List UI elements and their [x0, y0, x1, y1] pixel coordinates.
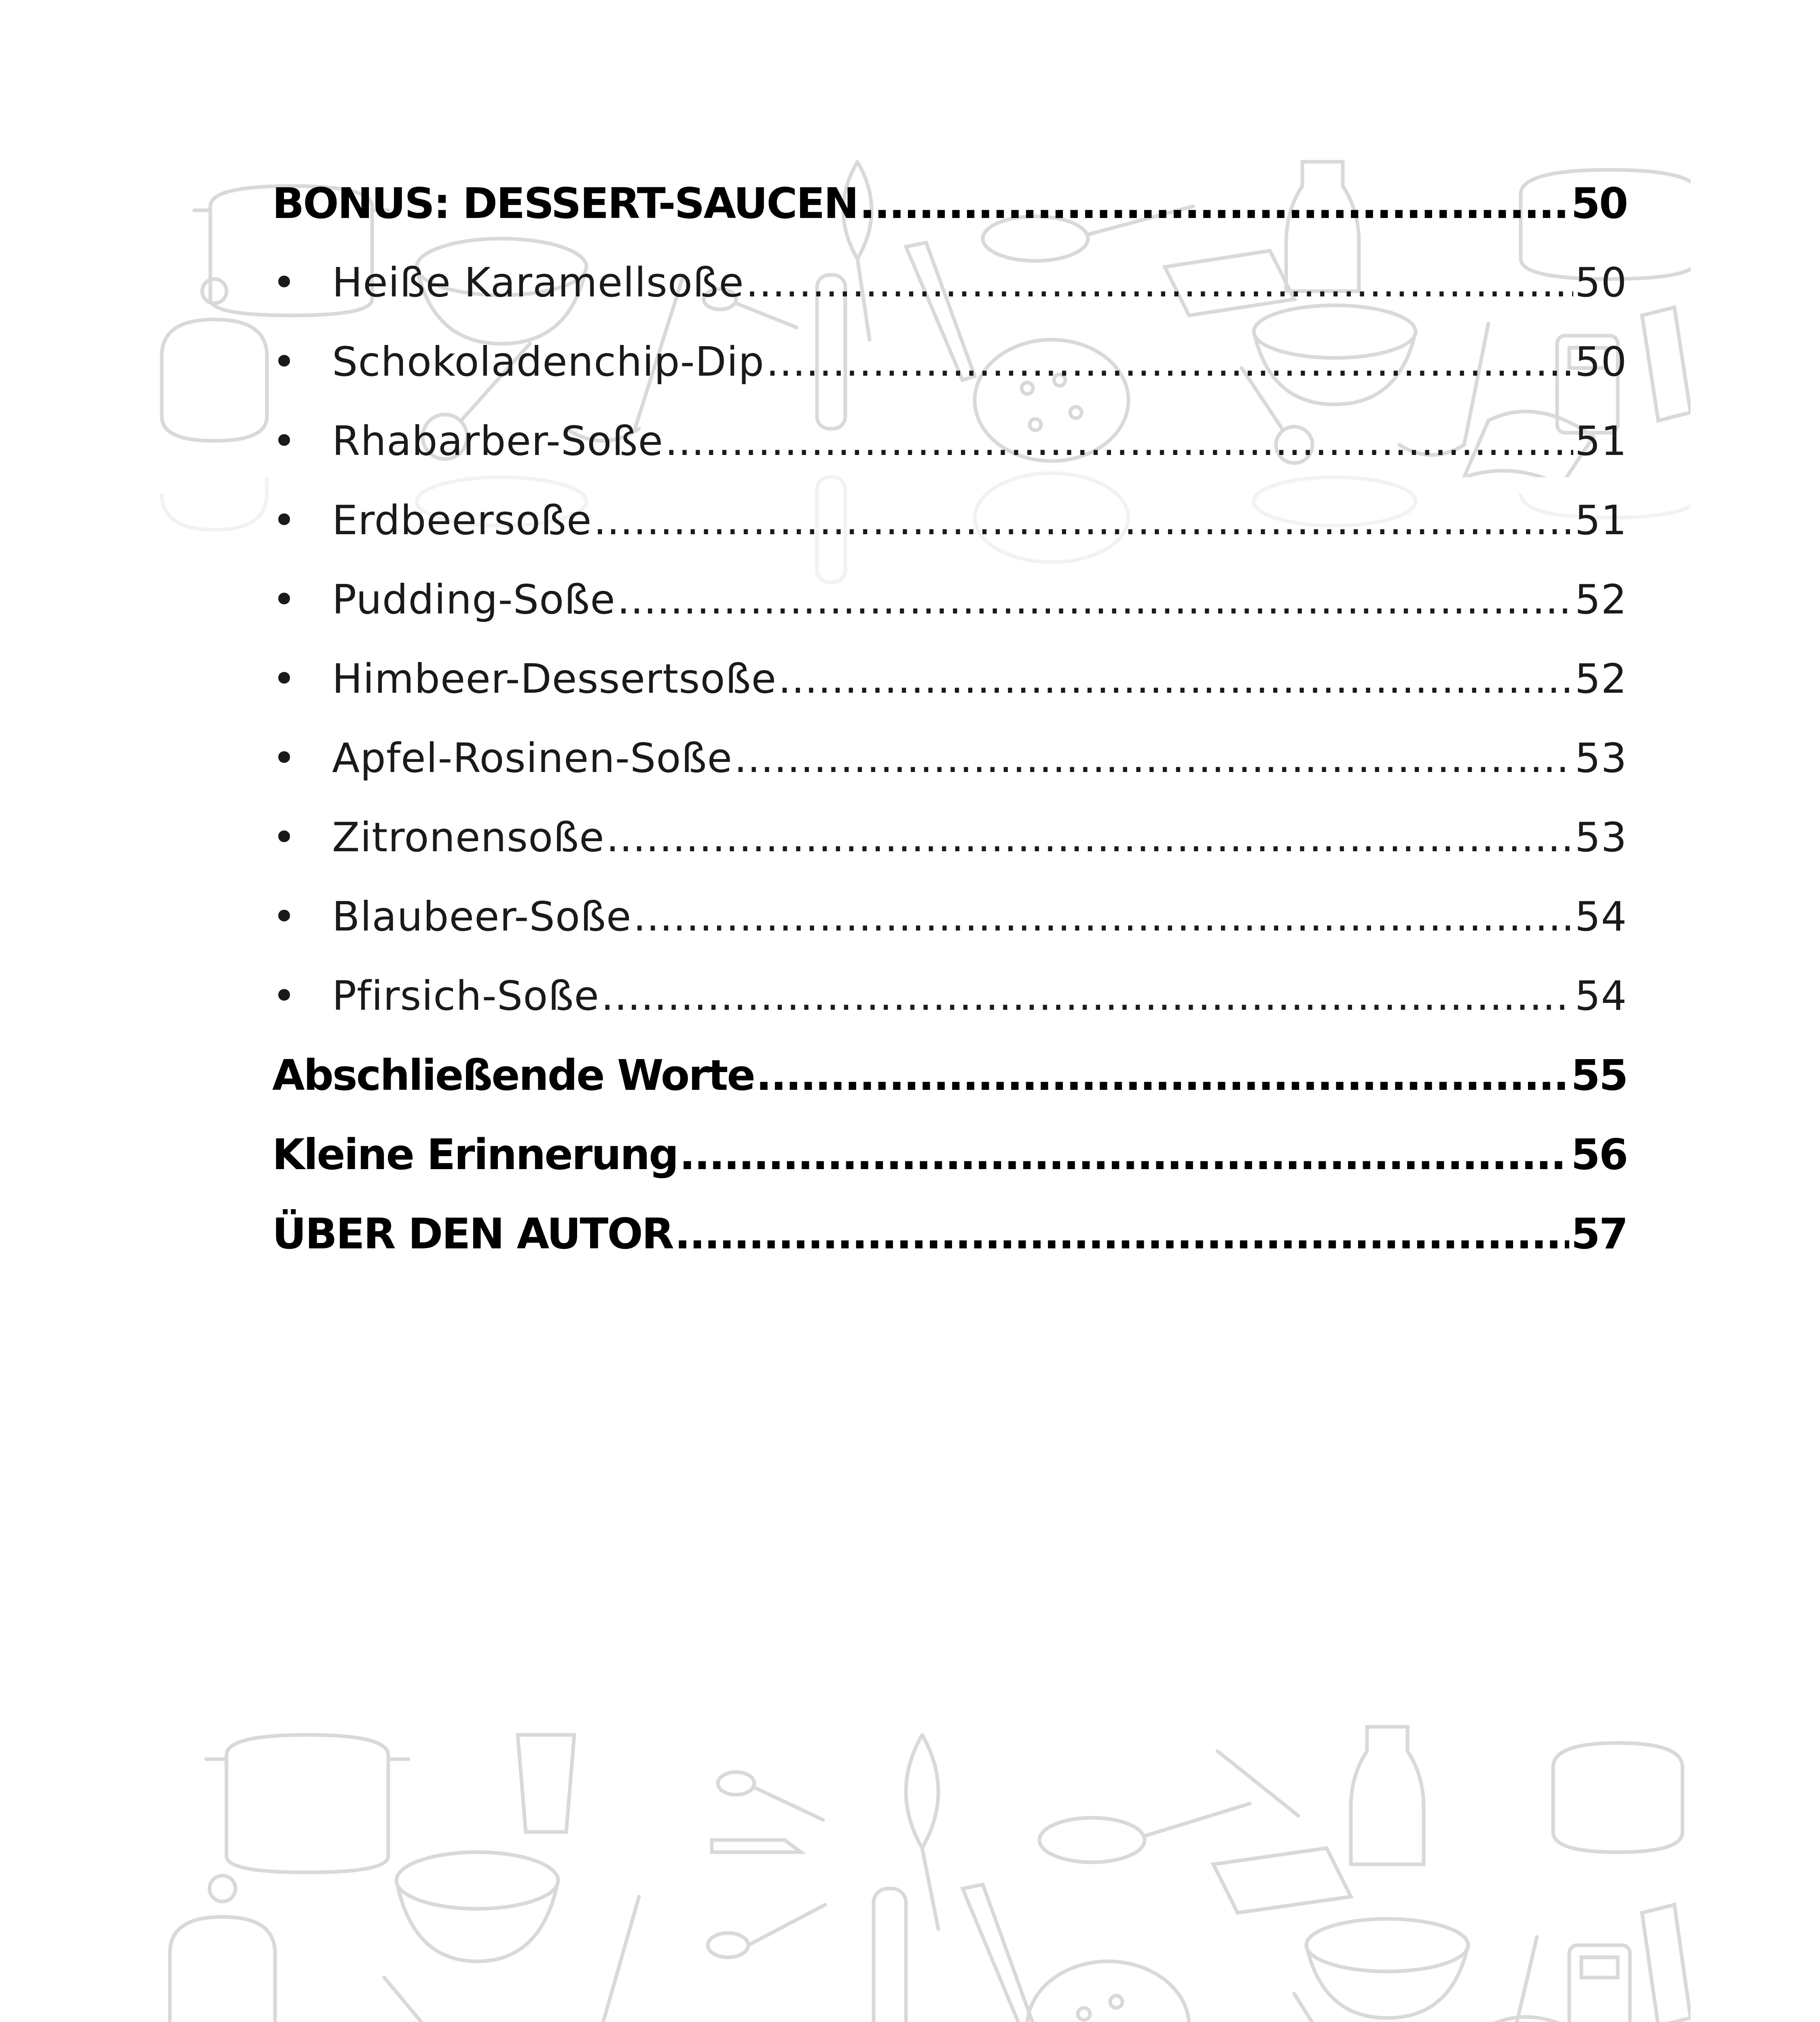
bullet-icon: • — [272, 259, 296, 306]
toc-entry-title: Kleine Erinnerung — [272, 1130, 678, 1179]
bullet-icon: • — [272, 972, 296, 1019]
mixing-bowl-icon — [396, 1852, 558, 1961]
cutting-board-icon — [1213, 1848, 1351, 1913]
bullet-icon: • — [272, 655, 296, 702]
bullet-icon: • — [272, 497, 296, 544]
toc-page-number: 50 — [1571, 179, 1627, 228]
toc-entry-rhabarber-sosse[interactable] — [272, 402, 1627, 481]
toc-dot-leader — [617, 560, 1573, 639]
toc-entry-title: Rhabarber-Soße — [332, 417, 663, 465]
toc-entry-title: Zitronensoße — [332, 814, 605, 861]
toc-entry-title: ÜBER DEN AUTOR — [272, 1209, 673, 1258]
toc-entry-title: Himbeer-Dessertsoße — [332, 655, 777, 702]
toc-page-number: 57 — [1571, 1209, 1627, 1258]
toc-entry-pfirsich-sosse[interactable] — [272, 956, 1627, 1036]
toc-dot-leader — [679, 1115, 1570, 1194]
knife-icon — [963, 1885, 1035, 2022]
toc-page-number: 52 — [1575, 655, 1627, 702]
spoon-icon — [708, 1905, 825, 1957]
toc-page-number: 51 — [1575, 417, 1627, 465]
whisk-icon — [906, 1735, 938, 1929]
table-of-contents — [272, 164, 1627, 1273]
toc-page-number: 54 — [1575, 893, 1627, 940]
toc-entry-pudding-sosse[interactable] — [272, 560, 1627, 639]
skimmer-icon — [1294, 1994, 1365, 2022]
colander-icon — [1027, 1961, 1189, 2022]
ladle-icon — [518, 1897, 639, 2022]
mixing-bowl-icon — [1306, 1919, 1468, 2018]
grater-icon — [1642, 307, 1691, 421]
toc-page-number: 53 — [1575, 814, 1627, 861]
toc-entry-title: Heiße Karamellsoße — [332, 259, 744, 306]
toc-entry-title: Erdbeersoße — [332, 497, 592, 544]
toc-page-number: 55 — [1571, 1051, 1627, 1100]
pot-with-lid-icon — [162, 279, 267, 441]
toc-entry-bonus-dessert-saucen[interactable] — [272, 164, 1627, 243]
toc-dot-leader — [633, 877, 1573, 956]
toc-page-number: 50 — [1575, 338, 1627, 385]
toc-entry-abschliessende-worte[interactable] — [272, 1036, 1627, 1115]
toc-entry-zitronensosse[interactable] — [272, 798, 1627, 877]
toc-dot-leader — [756, 1036, 1569, 1115]
toc-entry-title: Abschließende Worte — [272, 1051, 754, 1100]
toc-dot-leader — [606, 798, 1573, 877]
scale-icon — [1569, 1945, 1630, 2022]
toc-entry-erdbeersosse[interactable] — [272, 481, 1627, 560]
toc-page-number: 56 — [1571, 1130, 1627, 1179]
toc-page-number: 54 — [1575, 972, 1627, 1019]
toc-entry-title: Schokoladenchip-Dip — [332, 338, 764, 385]
toc-dot-leader — [665, 402, 1573, 481]
toc-entry-kleine-erinnerung[interactable] — [272, 1115, 1627, 1194]
toc-dot-leader — [859, 164, 1570, 243]
toc-entry-title: Pudding-Soße — [332, 576, 616, 623]
toc-dot-leader — [675, 1194, 1569, 1273]
frying-pan-icon — [1039, 1804, 1250, 1862]
toc-entry-apfel-rosinen-sosse[interactable] — [272, 719, 1627, 798]
toc-entry-blaubeer-sosse[interactable] — [272, 877, 1627, 956]
bullet-icon: • — [272, 814, 296, 861]
toc-dot-leader — [734, 719, 1573, 798]
skimmer-icon — [384, 1978, 483, 2022]
carafe-icon — [1351, 1727, 1424, 1864]
toc-dot-leader — [593, 481, 1573, 560]
toc-dot-leader — [746, 243, 1573, 322]
cooking-pot-icon — [206, 1735, 408, 1872]
rolling-pin-icon — [874, 1889, 906, 2022]
toc-entry-schokoladenchip-dip[interactable] — [272, 322, 1627, 402]
kitchen-utensils-illustration-bottom — [154, 1719, 1691, 2022]
pot-with-lid-icon — [170, 1876, 275, 2022]
bullet-icon: • — [272, 576, 296, 623]
toc-entry-himbeer-dessertsosse[interactable] — [272, 639, 1627, 719]
bullet-icon: • — [272, 417, 296, 465]
toc-page-number: 50 — [1575, 259, 1627, 306]
toc-dot-leader — [766, 322, 1573, 402]
toc-entry-title: Apfel-Rosinen-Soße — [332, 734, 733, 782]
bullet-icon: • — [272, 734, 296, 782]
toc-entry-title: BONUS: DESSERT-SAUCEN — [272, 179, 858, 228]
toc-dot-leader — [601, 956, 1573, 1036]
measuring-glass-icon — [518, 1735, 574, 1832]
kitchen-cloth-icon — [1464, 2017, 1594, 2022]
bullet-icon: • — [272, 338, 296, 385]
cake-ring-icon — [1553, 1743, 1682, 1852]
toc-dot-leader — [778, 639, 1573, 719]
knife-icon — [1217, 1751, 1298, 1816]
toc-page-number: 52 — [1575, 576, 1627, 623]
knife-icon — [712, 1840, 801, 1852]
spoon-icon — [718, 1772, 823, 1820]
toc-entry-title: Pfirsich-Soße — [332, 972, 599, 1019]
toc-page-number: 51 — [1575, 497, 1627, 544]
toc-page-number: 53 — [1575, 734, 1627, 782]
grater-icon — [1642, 1905, 1691, 2022]
toc-entry-ueber-den-autor[interactable] — [272, 1194, 1627, 1273]
bullet-icon: • — [272, 893, 296, 940]
toc-entry-heisse-karamellsosse[interactable] — [272, 243, 1627, 322]
toc-entry-title: Blaubeer-Soße — [332, 893, 632, 940]
